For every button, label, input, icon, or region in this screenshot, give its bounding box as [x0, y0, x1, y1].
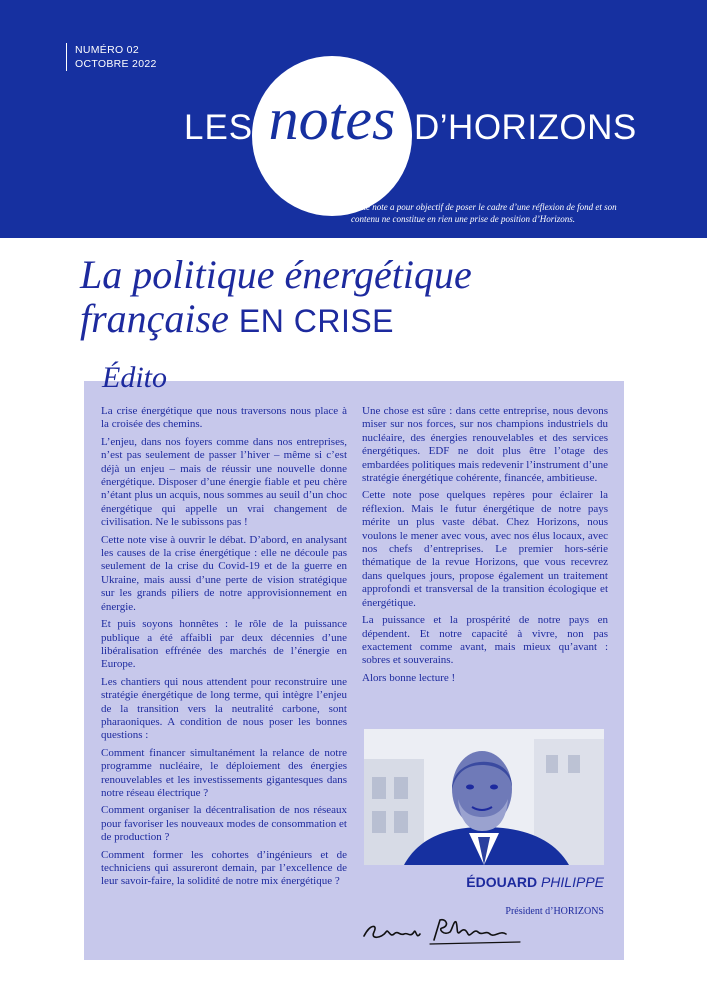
edito-paragraph: Comment organiser la décentralisation de nos réseaux pour favoriser les nouveaux modes de consommation et de production ?	[101, 804, 347, 844]
edito-paragraph: La puissance et la prospérité de notre pays en dépendent. Et notre capacité à vivre, non pas exactement comme avant, mais mieux qu’avant : sobres et souverains.	[362, 614, 608, 667]
brand-horizons: D’HORIZONS	[414, 108, 637, 147]
author-name	[364, 874, 604, 890]
author-first-name: ÉDOUARD	[466, 874, 538, 890]
edito-paragraph: Les chantiers qui nous attendent pour reconstruire une stratégie énergétique de long terme, qui intègre l’enjeu de la transition vers la neutralité carbone, sont pharaoniques. A condition de nous poser les bonnes questions :	[101, 675, 347, 742]
edito-paragraph: La crise énergétique que nous traversons nous place à la croisée des chemins.	[101, 405, 347, 431]
edito-paragraph: Cette note vise à ouvrir le débat. D’abord, en analysant les causes de la crise énergétique : elle ne découle pas seulement de la crise du Covid-19 et de la guerre en Ukraine, mais aussi d’une perte de vision stratégique sur les grands piliers de notre approvisionnement en énergie.	[101, 533, 347, 613]
title-line-2	[80, 297, 680, 343]
brand-notes: notes	[268, 86, 396, 152]
author-last-name: PHILIPPE	[540, 874, 604, 890]
title-line-2-caps: EN CRISE	[238, 303, 395, 339]
header-band	[0, 0, 707, 238]
issue-info	[66, 43, 157, 71]
edito-left-column	[101, 405, 347, 893]
title-line-2-italic: française	[80, 296, 229, 341]
issue-number: NUMÉRO 02	[75, 44, 139, 56]
edito-paragraph: Comment financer simultanément la relance de notre programme nucléaire, le déploiement des énergies renouvelables et les investissements gigantesques dans notre réseau électrique ?	[101, 746, 347, 799]
handwritten-signature	[360, 914, 530, 948]
edito-paragraph: Alors bonne lecture !	[362, 671, 456, 684]
portrait-illustration	[364, 729, 604, 865]
edito-heading: Édito	[102, 361, 167, 394]
title-line-1: La politique énergétique	[80, 252, 472, 297]
edito-right-column	[362, 405, 608, 689]
edito-paragraph: Une chose est sûre : dans cette entreprise, nous devons miser sur nos forces, sur nos champions industriels du nucléaire, des énergies renouvelables et des services énergétiques. EDF ne doit plus être l’otage des embardées politiques mais redevenir l’instrument d’une stratégie énergétique cohérente, financée, ambitieuse.	[362, 405, 608, 485]
edito-paragraph: L’enjeu, dans nos foyers comme dans nos entreprises, n’est pas seulement de passer l’hiver – même si c’est déjà un enjeu – mais de réussir une nouvelle donne énergétique. Disposer d’une énergie fiable et peu chère n’étant plus un acquis, nous sommes au seuil d’un choc énergétique qui appelle un vrai changement de civilisation. Ne le subissons pas !	[101, 435, 347, 529]
edito-paragraph: Cette note pose quelques repères pour éclairer la réflexion. Mais le futur énergétique de notre pays mérite un plus vaste débat. Chez Horizons, nous voulons le mener avec vous, avec nos élus locaux, avec nos chefs d’entreprises. Le premier hors-série thématique de la revue Horizons, que vous recevrez dans quelques jours, propose également un traitement approfondi et transversal de la transition écologique et énergétique.	[362, 489, 608, 609]
brand-les: LES	[184, 108, 254, 147]
disclaimer: Cette note a pour objectif de poser le cadre d’une réflexion de fond et son contenu ne constitue en rien une prise de position d’Horizons.	[351, 202, 617, 224]
edito-paragraph: Et puis soyons honnêtes : le rôle de la puissance publique a été affaibli par deux décennies d’une libéralisation effrénée des marchés de l’énergie en Europe.	[101, 618, 347, 671]
edito-paragraph: Comment former les cohortes d’ingénieurs et de techniciens qui assureront demain, par l’excellence de leur savoir-faire, la solidité de notre mix énergétique ?	[101, 848, 347, 888]
page-title	[80, 253, 680, 343]
issue-date: OCTOBRE 2022	[75, 58, 157, 70]
author-portrait	[364, 729, 604, 865]
author-role: Président d’HORIZONS	[505, 906, 604, 917]
